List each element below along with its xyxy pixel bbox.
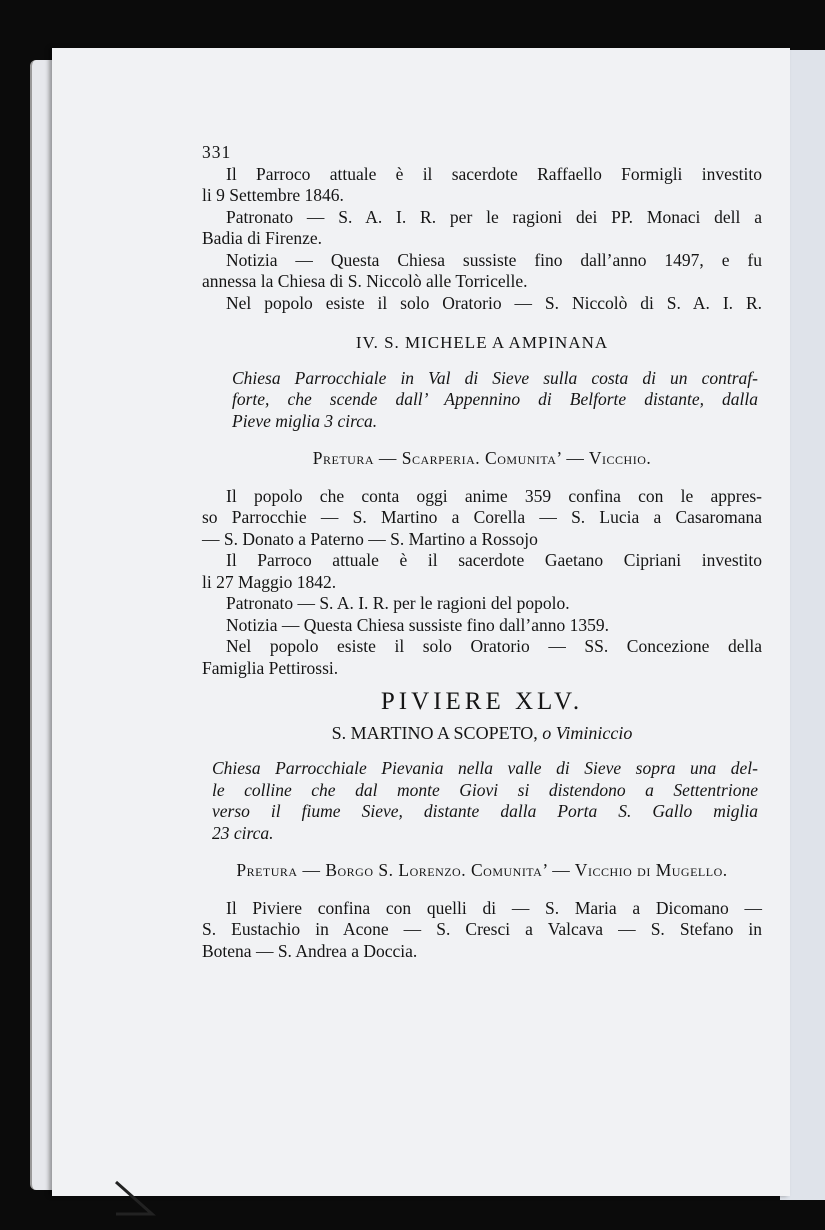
pretura-line: Pretura — Borgo S. Lorenzo. Comunita’ — Vicchio di Mugello. <box>236 860 728 880</box>
church-description: forte, che scende dall’ Appennino di Belforte distante, dalla <box>232 389 758 409</box>
text-line: li 27 Maggio 1842. <box>202 571 337 592</box>
text-line: Nel popolo esiste il solo Oratorio — S. Niccolò di S. A. I. R. <box>226 292 762 313</box>
church-description: Chiesa Parrocchiale in Val di Sieve sulla costa di un contraf- <box>232 367 758 388</box>
piviere-heading: PIVIERE XLV. <box>380 688 584 715</box>
church-description: verso il fiume Sieve, distante dalla Porta S. Gallo miglia <box>212 801 758 821</box>
text-line: annessa la Chiesa di S. Niccolò alle Torricelle. <box>202 271 528 291</box>
heading-martino-name: S. MARTINO A SCOPETO, <box>331 722 538 743</box>
text-line: Il Piviere confina con quelli di — S. Maria a Dicomano — <box>226 897 762 918</box>
text-line: Nel popolo esiste il solo Oratorio — SS. Concezione della <box>226 636 762 656</box>
church-description: Pieve miglia 3 circa. <box>232 410 378 431</box>
text-line: Il Parroco attuale è il sacerdote Raffaello Formigli investito <box>226 163 762 184</box>
pretura-line: Pretura — Scarperia. Comunita’ — Vicchio. <box>312 448 652 468</box>
section-heading-martino <box>202 723 762 745</box>
heading-martino-alt: o Viminiccio <box>542 722 633 743</box>
text-line: li 9 Settembre 1846. <box>202 185 344 205</box>
text-line: S. Eustachio in Acone — S. Cresci a Valcava — S. Stefano in <box>202 919 762 939</box>
text-line: so Parrocchie — S. Martino a Corella — S. Lucia a Casaromana <box>202 507 762 527</box>
book-page <box>52 48 790 1196</box>
text-line: — S. Donato a Paterno — S. Martino a Rossojo <box>202 528 538 549</box>
text-line: Il popolo che conta oggi anime 359 confina con le appres- <box>226 485 762 506</box>
text-line: Notizia — Questa Chiesa sussiste fino dall’anno 1497, e fu <box>226 249 762 270</box>
page-text <box>202 142 762 962</box>
text-line: Notizia — Questa Chiesa sussiste fino dall’anno 1359. <box>226 614 609 635</box>
page-number: 331 <box>202 142 232 162</box>
text-line: Badia di Firenze. <box>202 228 323 248</box>
church-description: 23 circa. <box>212 822 274 843</box>
text-line: Famiglia Pettirossi. <box>202 657 339 678</box>
text-line: Botena — S. Andrea a Doccia. <box>202 940 418 961</box>
section-heading-iv: IV. S. MICHELE A AMPINANA <box>355 333 609 352</box>
text-line: Patronato — S. A. I. R. per le ragioni del popolo. <box>226 593 570 613</box>
church-description: Chiesa Parrocchiale Pievania nella valle di Sieve sopra una del- <box>212 758 758 778</box>
corner-fold-icon <box>112 1178 158 1218</box>
text-line: Patronato — S. A. I. R. per le ragioni dei PP. Monaci dell a <box>226 206 762 227</box>
church-description: le colline che dal monte Giovi si distendono a Settentrione <box>212 779 758 800</box>
text-line: Il Parroco attuale è il sacerdote Gaetano Cipriani investito <box>226 550 762 570</box>
